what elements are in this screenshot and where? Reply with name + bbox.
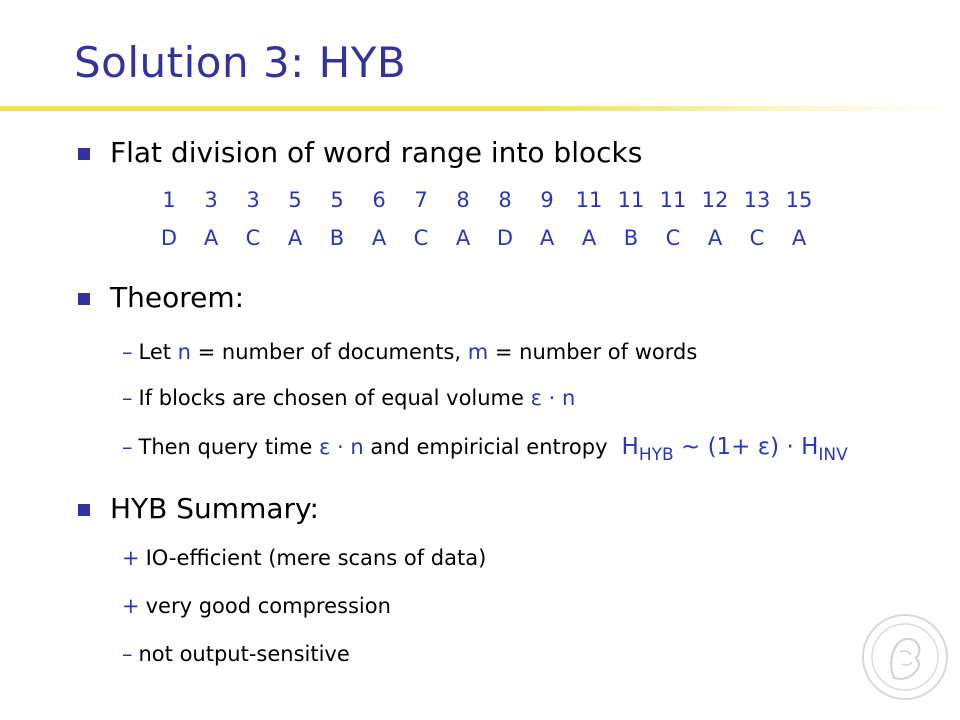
bullet-theorem: Theorem: [110,281,245,314]
text: not output-sensitive [138,642,350,666]
sequence-number: 8 [498,188,512,212]
sequence-letter: A [707,226,723,250]
var-epsilon-n: ε · n [530,386,576,410]
theorem-line-3 [122,434,848,465]
bullet-square-icon [78,148,90,160]
plus-mark: + [122,546,140,570]
formula-h: H [621,434,639,460]
sequence-letter: D [496,226,514,250]
sequence-number: 5 [288,188,302,212]
sequence-letter: B [329,226,345,250]
max-planck-seal-icon [860,612,950,702]
sequence-number: 5 [330,188,344,212]
text: Let [138,340,178,364]
var-m: m [467,340,489,364]
sequence-number: 6 [372,188,386,212]
entropy-formula [621,434,848,465]
sequence-letter: C [413,226,429,250]
dash-mark: – [122,340,133,364]
text: IO-efficient (mere scans of data) [145,546,487,570]
sequence-number: 7 [414,188,428,212]
sequence-number: 15 [785,188,813,212]
theorem-line-2 [122,386,575,410]
text: = number of documents, [190,340,468,364]
sequence-letter: A [539,226,555,250]
text: and empiricial entropy [363,435,608,459]
formula-sub-inv: INV [818,445,848,465]
bullet-hyb-summary: HYB Summary: [110,492,319,525]
sequence-letters [148,226,820,250]
sequence-letter: C [749,226,765,250]
summary-line-2 [122,594,391,618]
formula-mid: ~ (1+ ε) · H [673,434,819,460]
sequence-letter: A [791,226,807,250]
sequence-numbers [148,188,820,212]
sequence-number: 3 [246,188,260,212]
text: = number of words [488,340,698,364]
title-underline [0,106,960,111]
sequence-letter: A [287,226,303,250]
sequence-number: 3 [204,188,218,212]
text: Then query time [138,435,319,459]
dash-mark: – [122,435,133,459]
sequence-letter: C [245,226,261,250]
sequence-letter: A [203,226,219,250]
var-n: n [177,340,191,364]
sequence-letter: D [160,226,178,250]
sequence-number: 1 [162,188,176,212]
var-epsilon-n: ε · n [318,435,364,459]
sequence-number: 12 [701,188,729,212]
sequence-letter: A [581,226,597,250]
sequence-letter: A [371,226,387,250]
sequence-number: 8 [456,188,470,212]
text: If blocks are chosen of equal volume [138,386,531,410]
sequence-letter: A [455,226,471,250]
text: very good compression [145,594,391,618]
slide-title: Solution 3: HYB [74,38,407,87]
bullet-square-icon [78,293,90,305]
sequence-number: 9 [540,188,554,212]
bullet-square-icon [78,504,90,516]
summary-line-3 [122,642,350,666]
formula-sub-hyb: HYB [638,445,674,465]
sequence-letter: B [623,226,639,250]
sequence-number: 11 [575,188,603,212]
plus-mark: + [122,594,140,618]
sequence-number: 13 [743,188,771,212]
dash-mark: – [122,642,133,666]
dash-mark: – [122,386,133,410]
sequence-number: 11 [659,188,687,212]
summary-line-1 [122,546,486,570]
bullet-flat-division: Flat division of word range into blocks [110,136,643,169]
theorem-line-1 [122,340,697,364]
sequence-number: 11 [617,188,645,212]
sequence-letter: C [665,226,681,250]
